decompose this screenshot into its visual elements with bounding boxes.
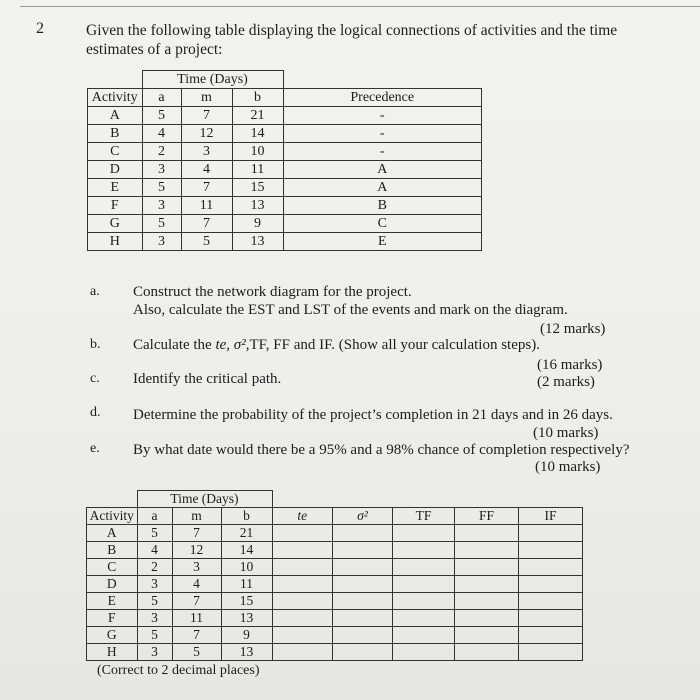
col-header-variance: σ² [333,508,393,525]
cell: F [87,610,138,627]
top-rule [20,6,700,7]
table-row [87,525,583,542]
cell: 3 [137,610,172,627]
te-symbol: te, [215,337,231,353]
cell: E [87,593,138,610]
empty-cell [455,627,519,644]
part-a-label: a. [90,284,100,299]
col-header-a: a [137,508,172,525]
cell: 12 [181,125,232,143]
empty-cell [333,644,393,661]
empty-cell [519,576,583,593]
table-header-row [88,71,482,89]
question-intro: Given the following table displaying the logical connections of activities and the time estimates of a project: [86,22,618,58]
part-b-label: b. [90,337,101,352]
col-header-b: b [221,508,272,525]
cell: 14 [232,125,283,143]
table-row [87,576,583,593]
empty-cell [519,525,583,542]
cell: 5 [137,525,172,542]
empty-cell [455,593,519,610]
empty-cell [272,576,333,593]
part-b-text [133,336,540,354]
cell: 7 [181,179,232,197]
empty-cell [272,627,333,644]
part-e-marks: (10 marks) [535,459,601,475]
part-e-text: By what date would there be a 95% and a 98% chance of completion respectively? [133,442,630,458]
cell: D [88,161,143,179]
empty-cell [272,559,333,576]
cell: 13 [232,233,283,251]
part-c-label: c. [90,371,100,386]
cell: 7 [181,107,232,125]
cell: 3 [181,143,232,161]
cell: 2 [137,559,172,576]
empty-cell [455,644,519,661]
cell: 4 [137,542,172,559]
empty-cell [455,542,519,559]
cell: 4 [181,161,232,179]
sigma-squared-symbol: σ² [233,337,246,353]
table-row [87,559,583,576]
col-header-te: te [272,508,333,525]
cell: 4 [142,125,181,143]
cell: A [88,107,143,125]
cell: 13 [221,610,272,627]
cell: 10 [221,559,272,576]
col-header-tf: TF [393,508,455,525]
empty-cell [393,525,455,542]
cell: A [283,179,482,197]
cell: 7 [181,215,232,233]
time-header: Time (Days) [142,71,283,89]
col-header-ff: FF [455,508,519,525]
part-d-marks: (10 marks) [533,425,599,441]
cell: A [87,525,138,542]
empty-cell [393,627,455,644]
cell: 7 [172,627,221,644]
table-row [88,107,482,125]
table-footnote: (Correct to 2 decimal places) [97,663,260,678]
cell: E [283,233,482,251]
part-b-text-pre: Calculate the [133,337,216,353]
cell: 7 [172,525,221,542]
cell: 7 [172,593,221,610]
cell: C [283,215,482,233]
cell: - [283,125,482,143]
empty-cell [455,559,519,576]
part-c-marks: (2 marks) [537,374,595,390]
part-d-label: d. [90,405,101,420]
table-row [87,593,583,610]
empty-cell [519,593,583,610]
table-header-row [87,491,583,508]
table-row [88,215,482,233]
cell: 9 [232,215,283,233]
cell: 11 [232,161,283,179]
empty-cell [333,593,393,610]
cell: 13 [232,197,283,215]
empty-cell [393,593,455,610]
empty-cell [272,644,333,661]
empty-cell [333,542,393,559]
cell: 5 [142,179,181,197]
table-row [88,233,482,251]
empty-cell [519,627,583,644]
cell: 3 [142,161,181,179]
cell: 21 [221,525,272,542]
cell: B [88,125,143,143]
empty-cell [333,627,393,644]
cell: 13 [221,644,272,661]
blank-cell [333,491,393,508]
col-header-if: IF [519,508,583,525]
blank-cell [272,491,333,508]
answer-table [86,490,583,661]
cell: 3 [142,233,181,251]
cell: - [283,143,482,161]
table-row [88,143,482,161]
empty-cell [393,559,455,576]
empty-cell [393,610,455,627]
cell: 3 [137,576,172,593]
part-c-text: Identify the critical path. [133,371,282,387]
cell: 10 [232,143,283,161]
part-b-marks: (16 marks) [537,357,603,373]
empty-cell [333,610,393,627]
blank-cell [88,71,143,89]
table-header-row [88,89,482,107]
col-header-precedence: Precedence [283,89,482,107]
table-header-row [87,508,583,525]
cell: 5 [142,215,181,233]
table-row [88,197,482,215]
part-b-text-post: ,TF, FF and IF. (Show all your calculation steps). [245,337,540,353]
blank-cell [87,491,138,508]
cell: 15 [221,593,272,610]
empty-cell [519,559,583,576]
empty-cell [272,542,333,559]
table-row [87,542,583,559]
cell: G [87,627,138,644]
cell: D [87,576,138,593]
empty-cell [333,525,393,542]
cell: A [283,161,482,179]
col-header-m: m [172,508,221,525]
table-row [87,627,583,644]
cell: 11 [181,197,232,215]
cell: 21 [232,107,283,125]
cell: B [283,197,482,215]
empty-cell [272,610,333,627]
cell: 5 [181,233,232,251]
cell: H [87,644,138,661]
col-header-m: m [181,89,232,107]
empty-cell [272,593,333,610]
empty-cell [393,576,455,593]
table-row [87,644,583,661]
cell: C [87,559,138,576]
cell: 9 [221,627,272,644]
empty-cell [455,576,519,593]
time-header: Time (Days) [137,491,272,508]
table-row [88,125,482,143]
empty-cell [455,610,519,627]
cell: 3 [137,644,172,661]
cell: 15 [232,179,283,197]
cell: C [88,143,143,161]
cell: 11 [221,576,272,593]
cell: 3 [172,559,221,576]
cell: 11 [172,610,221,627]
empty-cell [393,542,455,559]
part-a-line1: Construct the network diagram for the project. [133,284,412,300]
blank-cell [455,491,519,508]
cell: E [88,179,143,197]
part-a-line2: Also, calculate the EST and LST of the events and mark on the diagram. [133,302,568,318]
empty-cell [333,576,393,593]
cell: H [88,233,143,251]
table-row [88,179,482,197]
empty-cell [519,542,583,559]
col-header-a: a [142,89,181,107]
table-row [88,161,482,179]
cell: B [87,542,138,559]
empty-cell [393,644,455,661]
part-e-label: e. [90,441,100,456]
col-header-b: b [232,89,283,107]
empty-cell [519,610,583,627]
cell: 3 [142,197,181,215]
cell: 14 [221,542,272,559]
cell: 12 [172,542,221,559]
part-d-text: Determine the probability of the project’s completion in 21 days and in 26 days. [133,407,613,423]
empty-cell [519,644,583,661]
cell: G [88,215,143,233]
empty-cell [333,559,393,576]
cell: 5 [137,627,172,644]
question-number: 2 [36,20,44,37]
activity-table [87,70,482,251]
cell: 4 [172,576,221,593]
table-row [87,610,583,627]
col-header-activity: Activity [87,508,138,525]
blank-cell [519,491,583,508]
empty-cell [455,525,519,542]
empty-cell [272,525,333,542]
cell: 2 [142,143,181,161]
part-a-marks: (12 marks) [540,321,606,337]
cell: 5 [142,107,181,125]
cell: F [88,197,143,215]
col-header-activity: Activity [88,89,143,107]
cell: 5 [172,644,221,661]
blank-cell [283,71,482,89]
cell: - [283,107,482,125]
cell: 5 [137,593,172,610]
blank-cell [393,491,455,508]
